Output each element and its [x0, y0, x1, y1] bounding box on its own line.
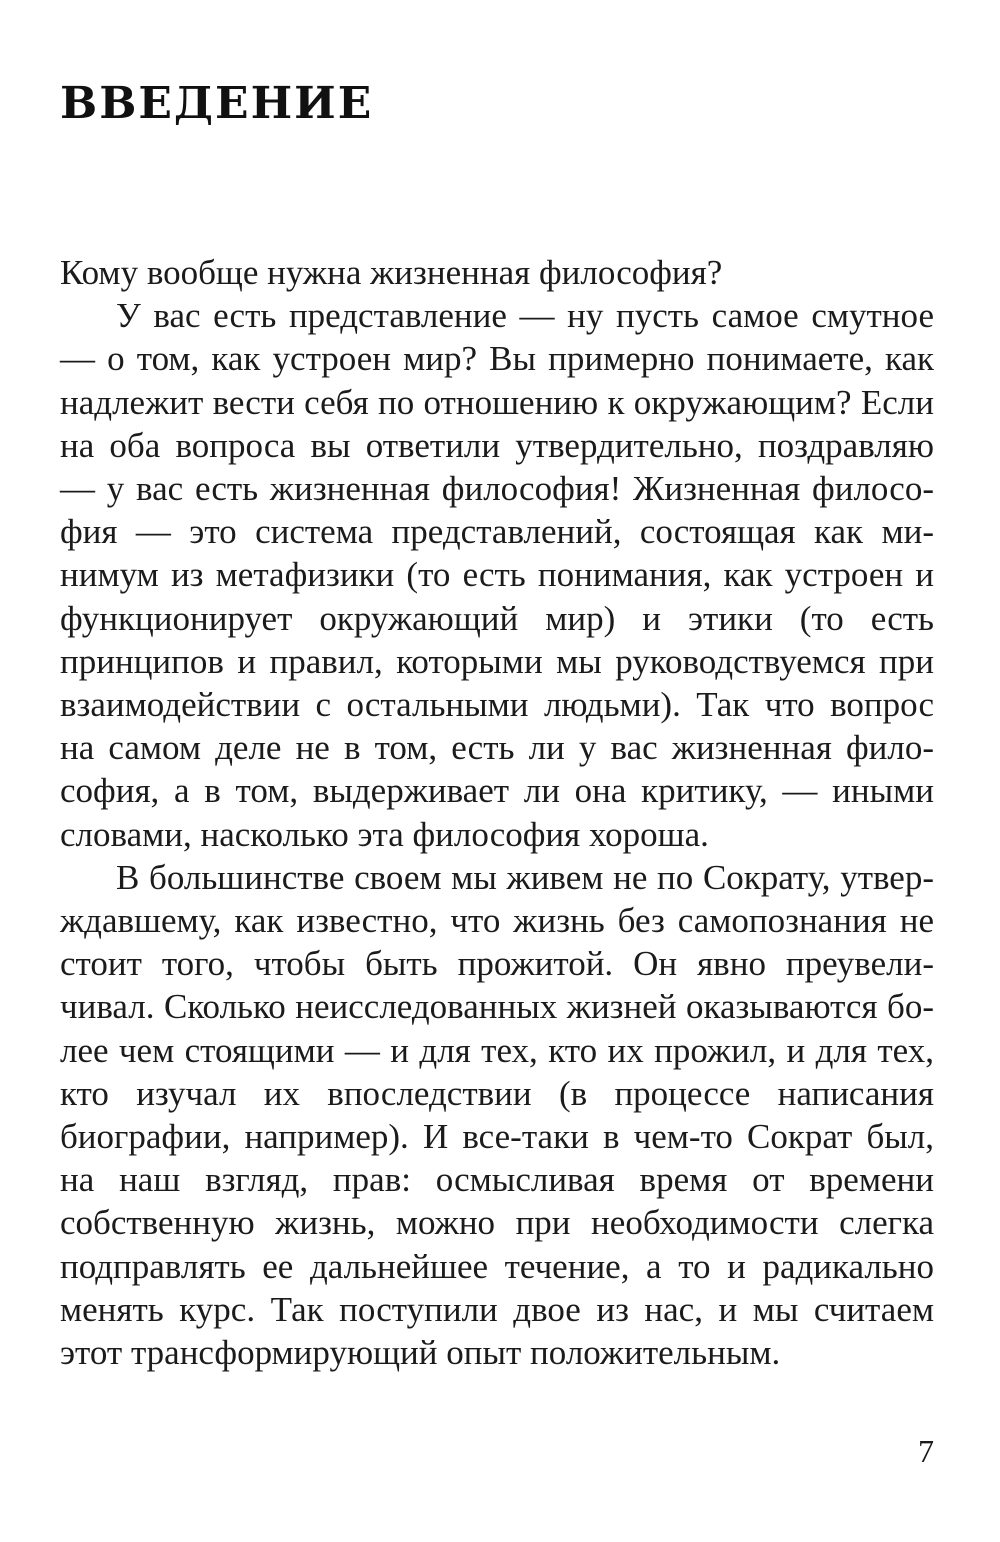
paragraph-definition: У вас есть представление — ну пусть самое смутное — о том, как устроен мир? Вы примерно понимаете, как надлежит вести себя по отношению к окружающим? Если на оба вопроса вы ответили утвердительно, поздравляю — у вас есть жизненная философия! Жизненная философия — это система представлений, состоящая как минимум из метафизики (то есть понимания, как устроен и функционирует окружающий мир) и этики (то есть принципов и правил, которыми мы руководствуемся при взаимодействии с остальными людьми). Так что вопрос на самом деле не в том, есть ли у вас жизненная философия, а в том, выдерживает ли она критику, — иными словами, насколько эта философия хороша. — [60, 296, 934, 854]
paragraph-question: Кому вообще нужна жизненная философия? — [60, 253, 723, 292]
paragraph-socrates: В большинстве своем мы живем не по Сократу, утверждавшему, как известно, что жизнь без самопознания не стоит того, чтобы быть прожитой. Он явно преувеличивал. Сколько неисследованных жизней оказываются более чем стоящими — и для тех, кто их прожил, и для тех, кто изучал их впоследствии (в процессе написания биографии, например). И все-таки в чем-то Сократ был, на наш взгляд, прав: осмысливая время от времени собственную жизнь, можно при необходимости слегка подправлять ее дальнейшее течение, а то и радикально менять курс. Так поступили двое из нас, и мы считаем этот трансформирующий опыт положительным. — [60, 857, 934, 1373]
page-number: 7 — [918, 1433, 934, 1469]
chapter-title: ВВЕДЕНИЕ — [60, 78, 374, 129]
chapter-body — [60, 251, 934, 1374]
